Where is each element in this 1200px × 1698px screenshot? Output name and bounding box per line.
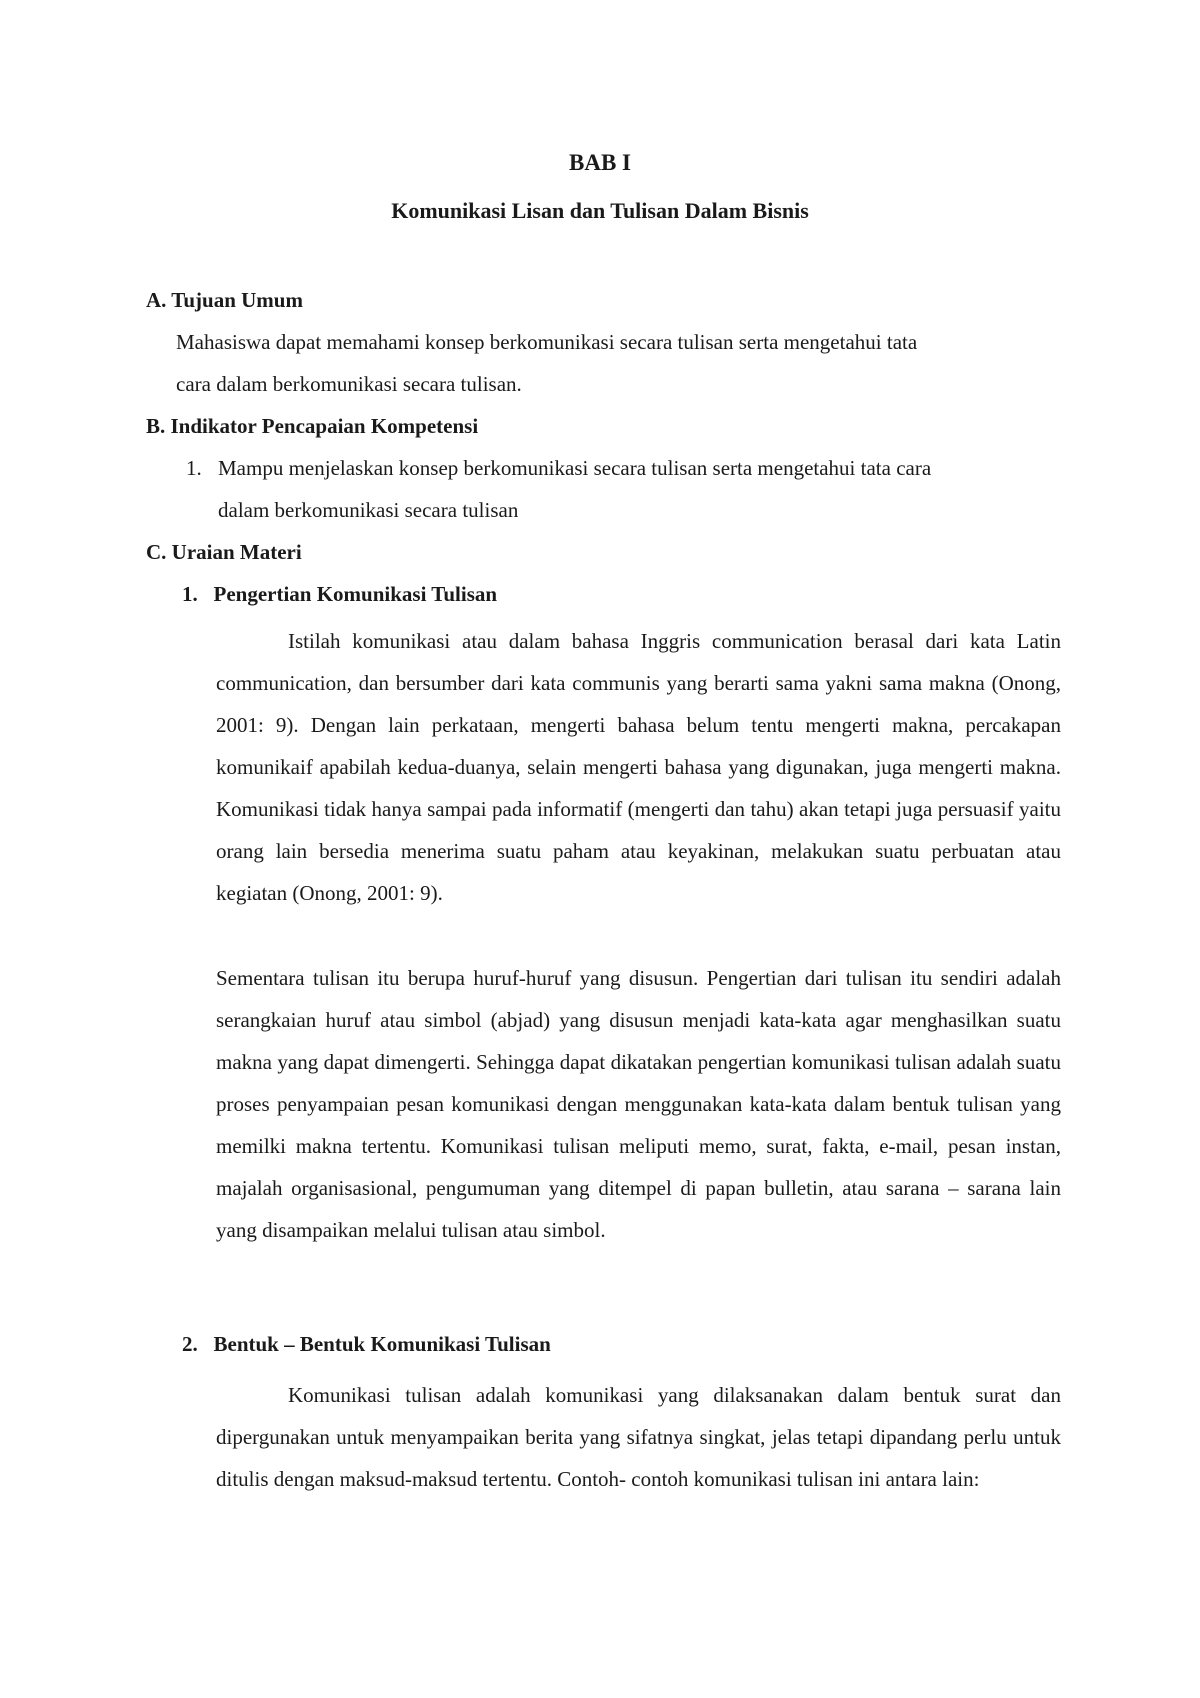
section-a-heading: A. Tujuan Umum [146,288,303,312]
subsection-2-paragraph-1: Komunikasi tulisan adalah komunikasi yang dilaksanakan dalam bentuk surat dan dipergunakan untuk menyampaikan berita yang sifatnya singkat, jelas tetapi dipandang perlu untuk ditulis dengan maksud-maksud tertentu. Contoh- contoh komunikasi tulisan ini antara lain: [216,1383,1061,1491]
section-b-heading: B. Indikator Pencapaian Kompetensi [146,414,479,438]
section-b-item1-number: 1. [186,456,202,480]
section-a-text-line1: Mahasiswa dapat memahami konsep berkomunikasi secara tulisan serta mengetahui tata [176,330,918,354]
subsection-1-heading: 1. Pengertian Komunikasi Tulisan [182,582,498,606]
subsection-1-paragraph-2: Sementara tulisan itu berupa huruf-huruf yang disusun. Pengertian dari tulisan itu sendiri adalah serangkaian huruf atau simbol (abjad) yang disusun menjadi kata-kata agar menghasilkan suatu makna yang dapat dimengerti. Sehingga dapat dikatakan pengertian komunikasi tulisan adalah suatu proses penyampaian pesan komunikasi dengan menggunakan kata-kata dalam bentuk tulisan yang memilki makna tertentu. Komunikasi tulisan meliputi memo, surat, fakta, e-mail, pesan instan, majalah organisasional, pengumuman yang ditempel di papan bulletin, atau sarana – sarana lain yang disampaikan melalui tulisan atau simbol. [216,966,1061,1242]
section-c-heading: C. Uraian Materi [146,540,302,564]
subsection-1-paragraph-1: Istilah komunikasi atau dalam bahasa Inggris communication berasal dari kata Latin communication, dan bersumber dari kata communis yang berarti sama yakni sama makna (Onong, 2001: 9). Dengan lain perkataan, mengerti bahasa belum tentu mengerti makna, percakapan komunikaif apabilah kedua-duanya, selain mengerti bahasa yang digunakan, juga mengerti makna. Komunikasi tidak hanya sampai pada informatif (mengerti dan tahu) akan tetapi juga persuasif yaitu orang lain bersedia menerima suatu paham atau keyakinan, melakukan suatu perbuatan atau kegiatan (Onong, 2001: 9). [216,629,1061,905]
section-b-item1-line1: Mampu menjelaskan konsep berkomunikasi secara tulisan serta mengetahui tata cara [218,456,932,480]
subsection-2-heading: 2. Bentuk – Bentuk Komunikasi Tulisan [182,1332,551,1356]
section-a-text-line2: cara dalam berkomunikasi secara tulisan. [176,372,522,396]
section-b-item1-line2: dalam berkomunikasi secara tulisan [218,498,519,522]
chapter-heading: BAB I [569,150,631,175]
chapter-title: Komunikasi Lisan dan Tulisan Dalam Bisnis [391,198,809,223]
